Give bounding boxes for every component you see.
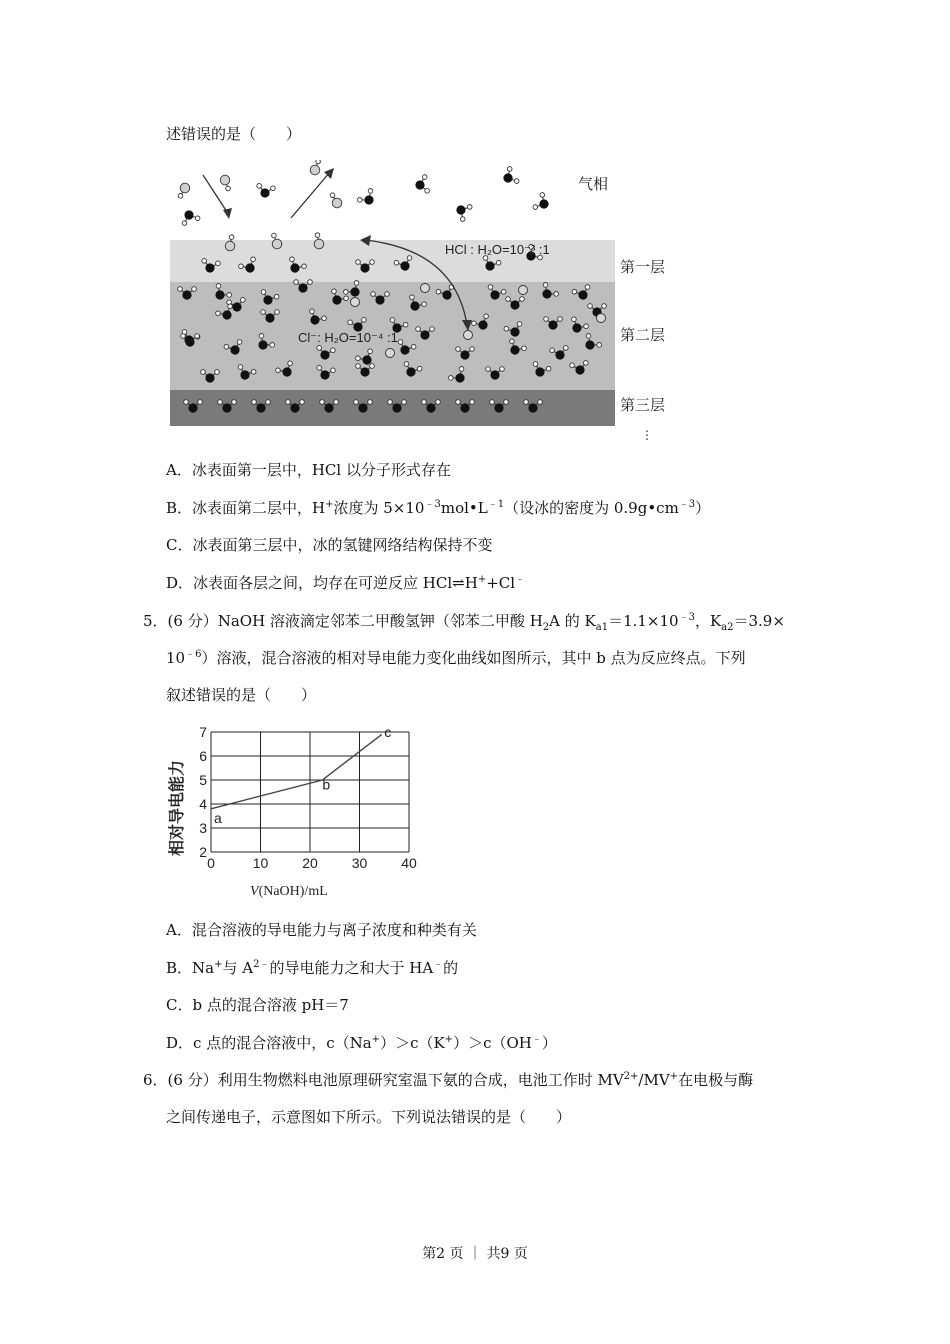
q5-stem-line2: $10^{﹣6}$）溶液，混合溶液的相对导电能力变化曲线如图所示，其中 b 点为反应终点。下列 bbox=[166, 649, 746, 667]
q6-stem-line1: 6．(6 分）利用生物燃料电池原理研究室温下氨的合成，电池工作时 $MV^{2+}/MV^+$在电极与酶 bbox=[143, 1071, 754, 1089]
y-tick-label: 2 bbox=[199, 844, 207, 860]
hcl-molecule bbox=[309, 160, 324, 176]
y-tick-label: 4 bbox=[199, 796, 207, 812]
chloride-ion bbox=[597, 314, 606, 323]
water-molecule bbox=[499, 166, 519, 189]
ratio-cl-label: Cl⁻: H₂O=10⁻⁴ :1 bbox=[298, 330, 398, 345]
point-label-c: c bbox=[384, 723, 392, 740]
x-tick-label: 30 bbox=[351, 855, 368, 871]
layer2-label: 第二层 bbox=[620, 327, 666, 344]
q5-option-a: A．混合溶液的导电能力与离子浓度和种类有关 bbox=[166, 921, 477, 939]
conductivity-chart bbox=[165, 718, 430, 903]
y-tick-label: 3 bbox=[199, 820, 207, 836]
q6-stem-line2: 之间传递电子，示意图如下所示。下列说法错误的是（ ） bbox=[166, 1108, 572, 1126]
q5-stem-line1: 5．(6 分）NaOH 溶液滴定邻苯二甲酸氢钾（邻苯二甲酸 $H_2A$ 的 $K_{a1}=1.1\times 10^{﹣3}$，$K_{a2}=3.9\times$ bbox=[143, 612, 785, 633]
y-axis-label: 相对导电能力 bbox=[169, 759, 186, 857]
water-molecule bbox=[179, 207, 201, 225]
y-tick-label: 6 bbox=[199, 748, 207, 764]
layer3-label: 第三层 bbox=[620, 397, 666, 414]
q5-option-b: B．Na+与 $A^{2﹣}$的导电能力之和大于 HA﹣的 bbox=[166, 959, 459, 977]
q5-option-c: C．b 点的混合溶液 pH＝7 bbox=[166, 996, 349, 1014]
ellipsis-mark: ⋮ bbox=[641, 428, 653, 442]
q4-option-d: D．冰表面各层之间，均存在可逆反应 HCl⇌H++Cl﹣ bbox=[166, 574, 526, 592]
x-tick-label: 0 bbox=[207, 855, 215, 871]
y-tick-label: 5 bbox=[199, 772, 207, 788]
q4-option-b: B．冰表面第二层中，H+浓度为 $5\times 10^{﹣3}mol•L^{﹣1}$（设冰的密度为 $0.9g•cm^{﹣3}$） bbox=[166, 499, 711, 517]
series-line bbox=[211, 734, 382, 808]
x-tick-label: 40 bbox=[401, 855, 417, 871]
gas-phase-label: 气相 bbox=[578, 176, 609, 193]
q5-option-d: D．c 点的混合溶液中，c（Na+）＞c（K+）＞c（OH﹣） bbox=[166, 1034, 557, 1052]
chloride-ion bbox=[386, 349, 395, 358]
hcl-molecule bbox=[219, 174, 234, 192]
hcl-molecule bbox=[327, 191, 343, 210]
ratio-hcl-label: HCl : H₂O=10⁻³ :1 bbox=[445, 242, 550, 257]
point-labels bbox=[214, 724, 391, 826]
ice-layers-figure bbox=[165, 160, 685, 445]
x-tick-label: 10 bbox=[252, 855, 269, 871]
arrow-up bbox=[291, 172, 330, 218]
x-axis-label: V(NaOH)/mL bbox=[250, 884, 328, 899]
x-tick-label: 20 bbox=[302, 855, 318, 871]
chloride-ion bbox=[519, 286, 528, 295]
chloride-ion bbox=[351, 298, 360, 307]
layer1-label: 第一层 bbox=[620, 259, 666, 276]
chloride-ion bbox=[421, 284, 430, 293]
point-label-b: b bbox=[322, 776, 331, 793]
q4-option-a: A．冰表面第一层中，HCl 以分子形式存在 bbox=[166, 461, 451, 479]
y-tick-label: 7 bbox=[199, 724, 207, 740]
q4-option-c: C．冰表面第三层中，冰的氢键网络结构保持不变 bbox=[166, 536, 493, 554]
page-footer: 第2 页 ｜ 共9 页 bbox=[422, 1246, 528, 1262]
water-molecule bbox=[255, 183, 276, 199]
water-molecule bbox=[452, 200, 472, 223]
chloride-ion bbox=[464, 331, 473, 340]
water-molecule bbox=[357, 188, 380, 210]
water-molecule bbox=[414, 174, 430, 195]
water-molecule bbox=[532, 192, 552, 215]
hcl-molecule bbox=[175, 181, 191, 200]
q5-stem-line3: 叙述错误的是（ ） bbox=[166, 686, 317, 704]
point-label-a: a bbox=[213, 810, 222, 827]
chart-ticks bbox=[199, 724, 417, 871]
q4-stem-tail: 述错误的是（ ） bbox=[166, 125, 302, 143]
chart-grid bbox=[211, 732, 409, 852]
